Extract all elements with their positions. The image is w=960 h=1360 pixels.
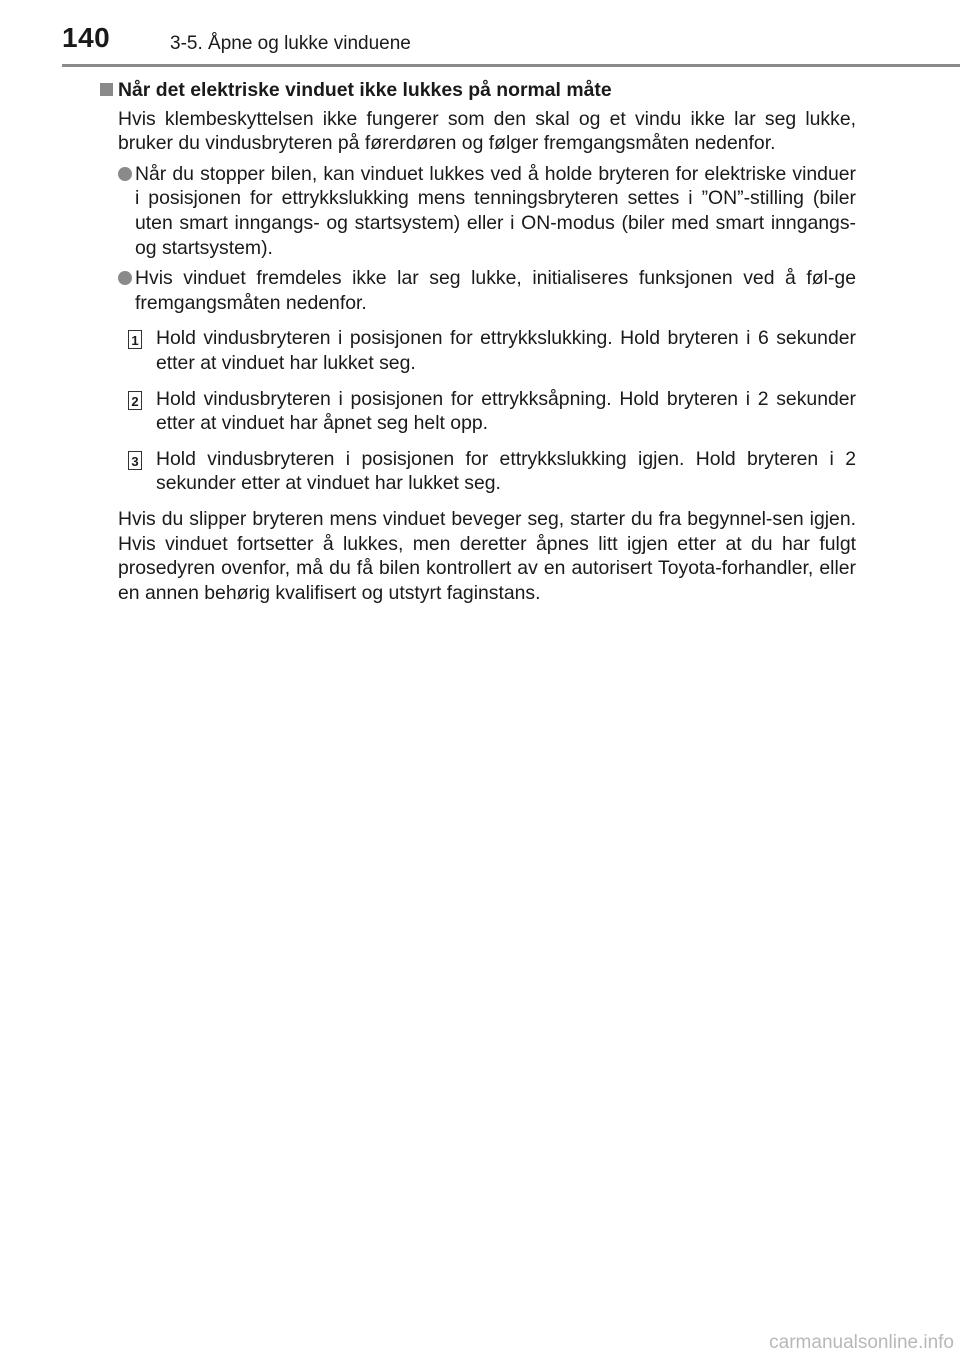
step-text: Hold vindusbryteren i posisjonen for ettrykksåpning. Hold bryteren i 2 sekunder etter at vinduet har åpnet seg helt opp. [156,387,856,435]
round-bullet-icon [118,271,132,285]
note-paragraph: Hvis du slipper bryteren mens vinduet beveger seg, starter du fra begynnel-sen igjen. Hvis vinduet fortsetter å lukkes, men deretter åpnes litt igjen etter at du har fulgt prosedyren ovenfor, må du få bilen kontrollert av en autorisert Toyota-forhandler, eller en annen behørig kvalifisert og utstyrt faginstans. [118,507,856,604]
square-bullet-icon [100,83,113,96]
bullet-item [118,162,856,260]
step-number-badge: 3 [128,451,142,470]
subsection-heading [100,78,856,103]
bullet-item [118,266,856,315]
step-text: Hold vindusbryteren i posisjonen for ettrykkslukking. Hold bryteren i 6 sekunder etter at vinduet har lukket seg. [156,327,856,374]
page-number: 140 [62,22,111,53]
step-number-badge: 1 [128,330,142,349]
page-header [0,0,960,66]
round-bullet-icon [118,167,132,181]
heading-text: Når det elektriske vinduet ikke lukkes på normal måte [118,79,612,101]
header-rule [62,64,960,67]
watermark-footer: carmanualsonline.info [769,1332,954,1353]
intro-paragraph: Hvis klembeskyttelsen ikke fungerer som den skal og et vindu ikke lar seg lukke, bruker du vindusbryteren på førerdøren og følger fremgangsmåten nedenfor. [118,107,856,155]
step-number-badge: 2 [128,391,142,410]
page-content [100,78,856,605]
section-title: 3-5. Åpne og lukke vinduene [170,33,411,54]
bullet-text: Hvis vinduet fremdeles ikke lar seg lukke, initialiseres funksjonen ved å føl-ge fremgangsmåten nedenfor. [135,267,856,314]
step-text: Hold vindusbryteren i posisjonen for ettrykkslukking igjen. Hold bryteren i 2 sekunder etter at vinduet har lukket seg. [156,447,856,495]
step-item [131,447,856,496]
step-item [131,326,856,375]
step-item [131,387,856,436]
bullet-text: Når du stopper bilen, kan vinduet lukkes ved å holde bryteren for elektriske vinduer i posisjonen for ettrykkslukking mens tenningsbryteren settes i ”ON”-stilling (biler uten smart inngangs- og startsystem) eller i ON-modus (biler med smart inngangs- og startsystem). [135,162,856,259]
